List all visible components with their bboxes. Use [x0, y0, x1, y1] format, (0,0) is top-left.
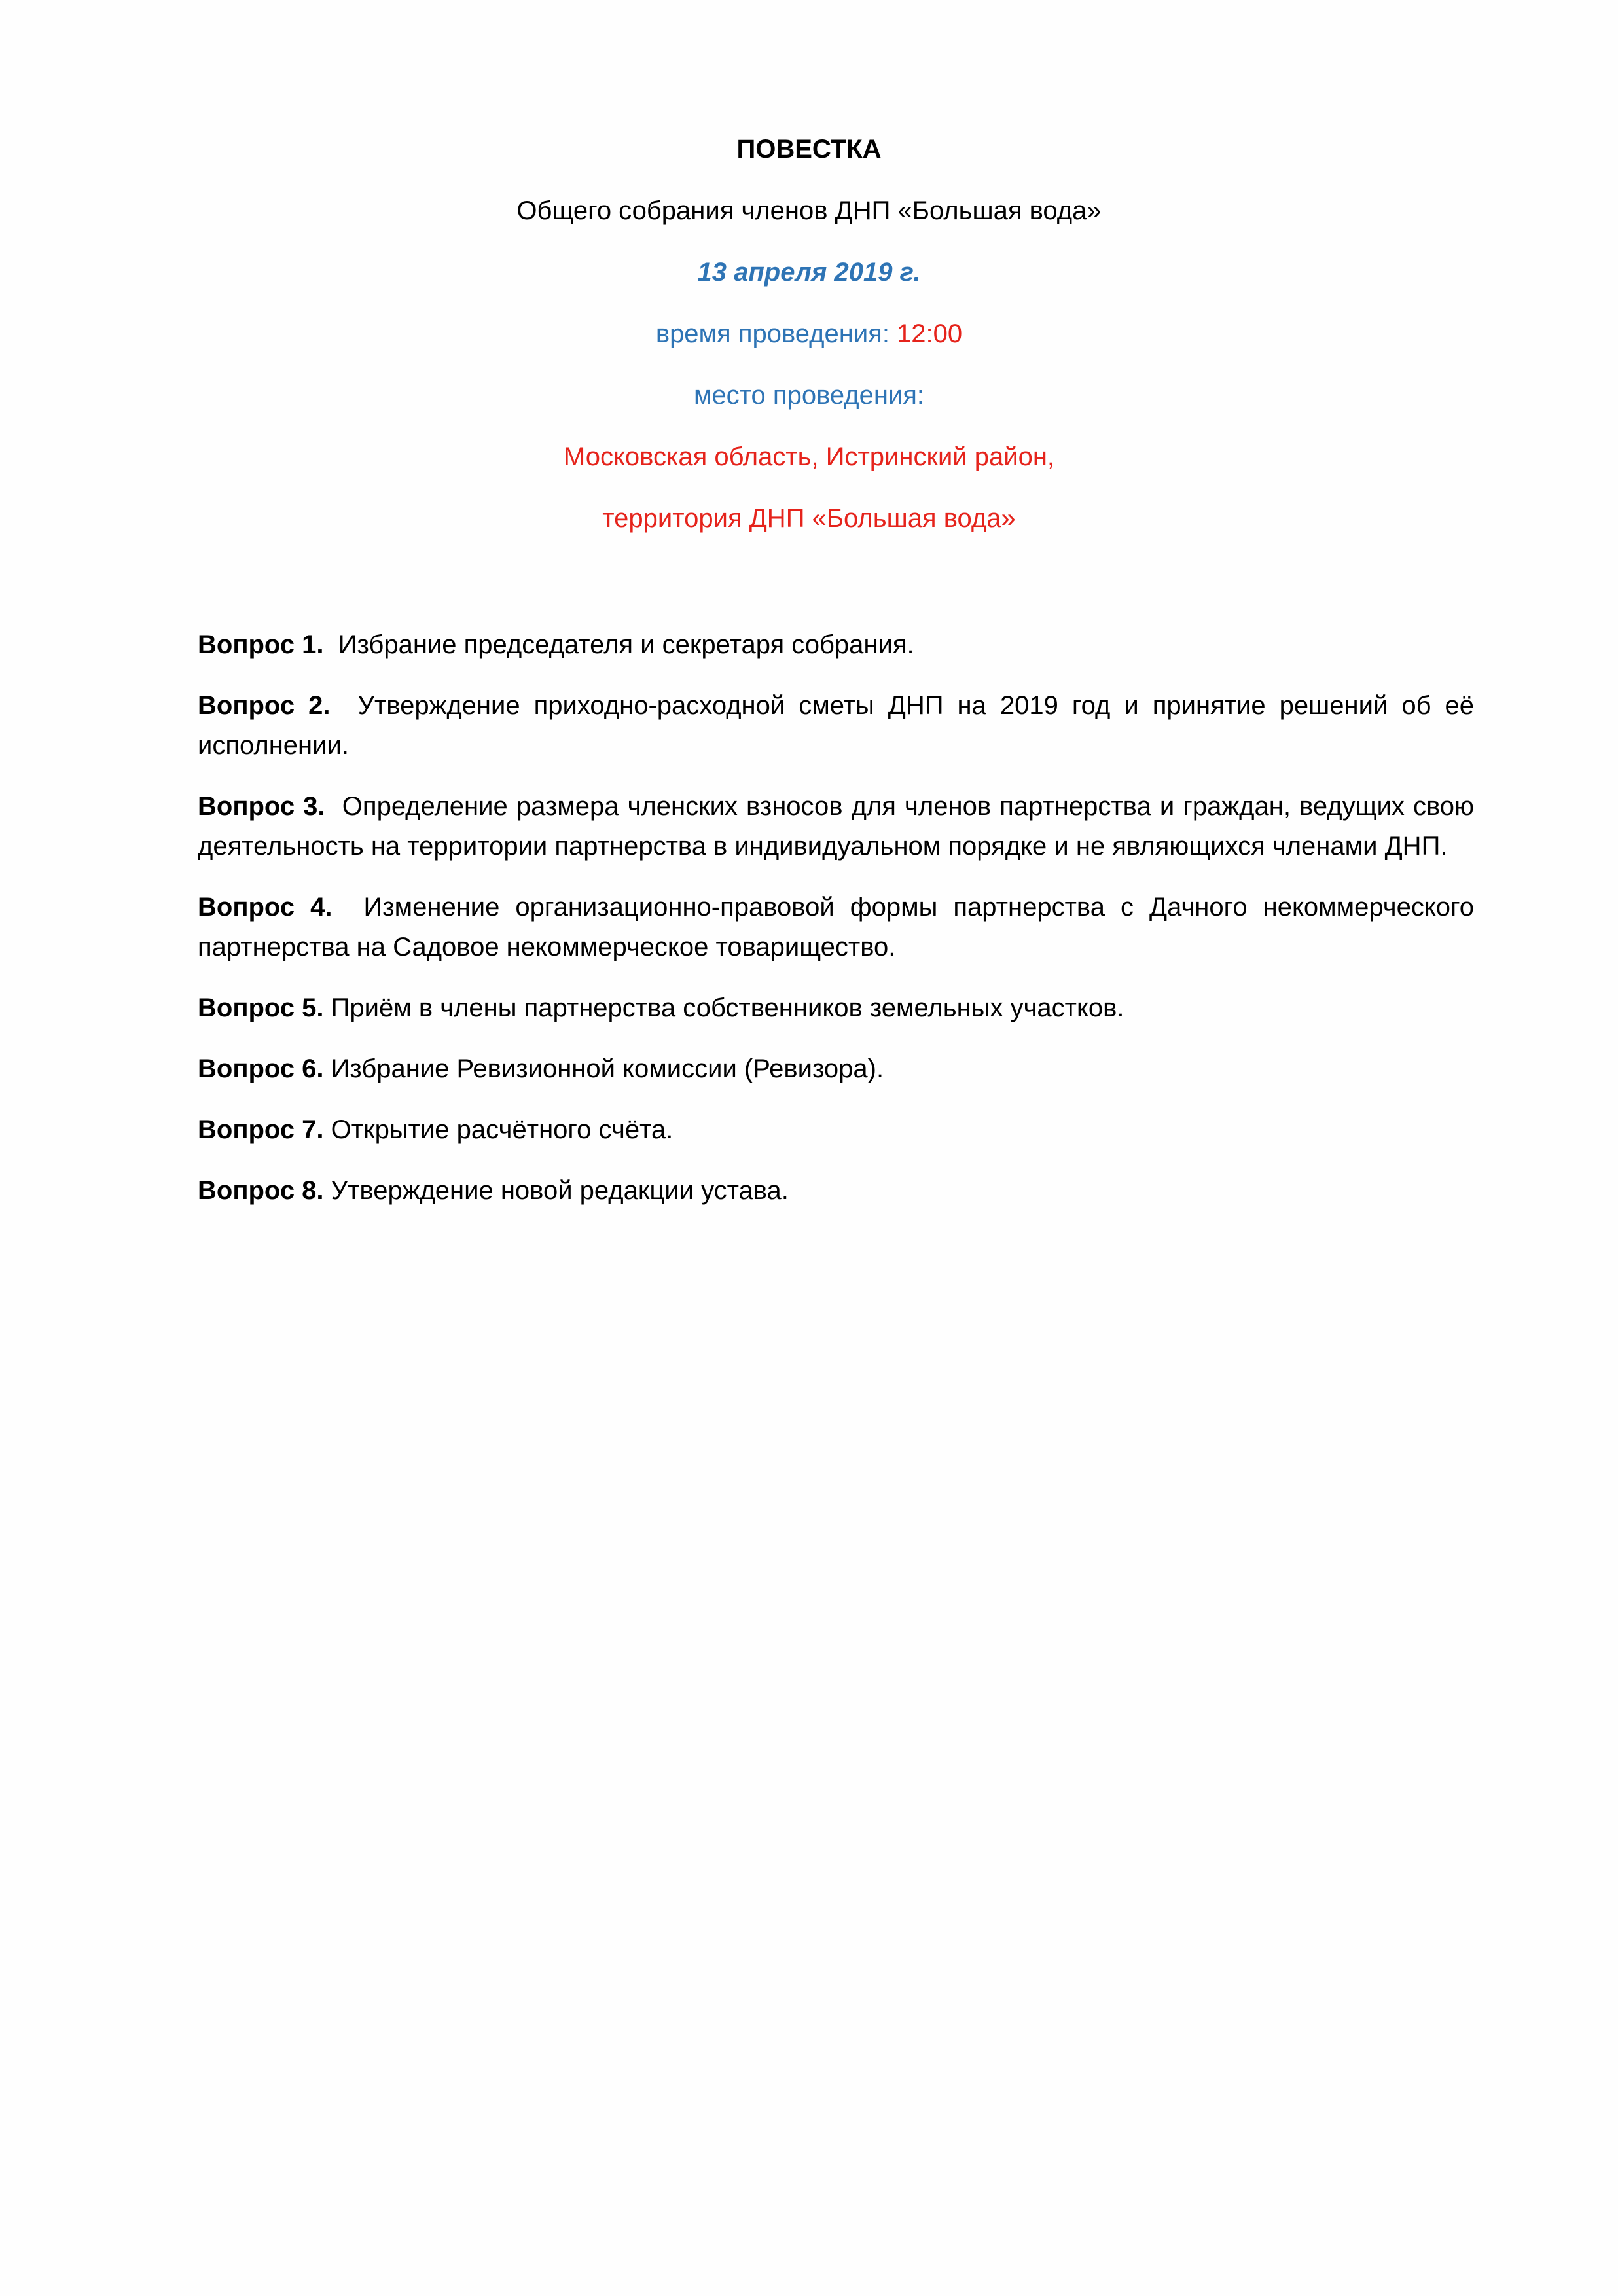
agenda-item-text: Определение размера членских взносов для членов партнерства и граждан, ведущих свою деятельность на территории партнерства в индивидуальном порядке и не являющихся членами ДНП. [198, 792, 1474, 861]
agenda-item [198, 1171, 1474, 1211]
agenda-item-label: Вопрос 1. [198, 630, 324, 659]
agenda-item [198, 1110, 1474, 1150]
meeting-place-label-text: место проведения [693, 381, 917, 410]
meeting-time [0, 318, 1618, 350]
document-title: ПОВЕСТКА [736, 135, 882, 164]
meeting-time-label: время проведения: [655, 319, 897, 348]
agenda-item [198, 888, 1474, 967]
meeting-address-line-2: территория ДНП «Большая вода» [602, 504, 1016, 533]
agenda-item-label: Вопрос 5. [198, 994, 324, 1022]
agenda-item-text: Утверждение приходно-расходной сметы ДНП на 2019 год и принятие решений об её исполнении. [198, 691, 1474, 760]
agenda-item-text: Изменение организационно-правовой формы партнерства с Дачного некоммерческого партнерства на Садовое некоммерческое товарищество. [198, 893, 1474, 961]
meeting-date: 13 апреля 2019 г. [697, 258, 921, 287]
agenda-item [198, 686, 1474, 766]
agenda-item-label: Вопрос 6. [198, 1054, 324, 1083]
agenda-item-text: Приём в члены партнерства собственников земельных участков. [331, 994, 1124, 1022]
agenda-item-text: Утверждение новой редакции устава. [331, 1176, 789, 1205]
agenda-item-text: Избрание Ревизионной комиссии (Ревизора). [331, 1054, 884, 1083]
agenda-item-label: Вопрос 3. [198, 792, 325, 821]
meeting-place-label [0, 380, 1618, 411]
agenda-item-label: Вопрос 2. [198, 691, 331, 720]
agenda-item [198, 1049, 1474, 1089]
agenda-item-label: Вопрос 4. [198, 893, 333, 922]
agenda-item-label: Вопрос 7. [198, 1115, 324, 1144]
document-subtitle: Общего собрания членов ДНП «Большая вода» [516, 196, 1102, 225]
agenda-item [198, 625, 1474, 665]
agenda-item-text: Открытие расчётного счёта. [331, 1115, 674, 1144]
agenda-list [198, 625, 1474, 1232]
agenda-item [198, 787, 1474, 867]
agenda-item-label: Вопрос 8. [198, 1176, 324, 1205]
agenda-item-text: Избрание председателя и секретаря собрания. [338, 630, 914, 659]
meeting-address-line-1: Московская область, Истринский район, [563, 442, 1055, 471]
meeting-place-label-colon: : [916, 381, 925, 410]
agenda-item [198, 988, 1474, 1028]
meeting-time-value: 12:00 [897, 319, 963, 348]
